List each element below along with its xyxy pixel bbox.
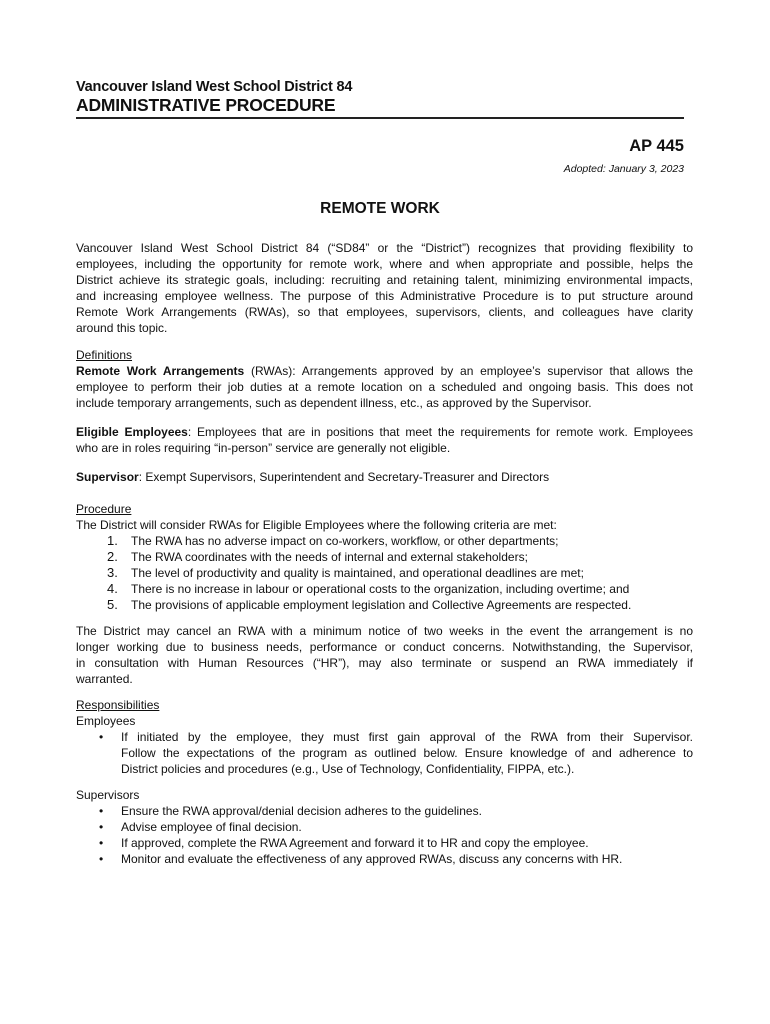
bullet-icon: • [99, 730, 104, 744]
employees-bullet-line: District policies and procedures (e.g., Use of Technology, Confidentiality, FIPPA, etc.). [121, 762, 575, 776]
criteria-item [76, 581, 693, 597]
header-divider [76, 117, 684, 119]
criteria-number: 1. [107, 533, 118, 548]
criteria-text: The RWA coordinates with the needs of internal and external stakeholders; [131, 550, 528, 564]
responsibilities-heading: Responsibilities [76, 698, 160, 712]
supervisors-bullet-item [76, 819, 693, 835]
eligible-definition-line: who are in roles requiring “in-person” service are generally not eligible. [76, 441, 451, 455]
criteria-item [76, 597, 693, 613]
employees-heading: Employees [76, 714, 136, 728]
criteria-text: The provisions of applicable employment legislation and Collective Agreements are respected. [131, 598, 632, 612]
eligible-definition [76, 424, 693, 456]
intro-line: employees, including the opportunity for remote work, where and when appropriate and possible, helps the [76, 257, 693, 271]
adopted-date: Adopted: January 3, 2023 [563, 163, 684, 175]
bullet-icon: • [99, 836, 104, 850]
procedure-section [76, 501, 693, 613]
definitions-section [76, 347, 693, 411]
employees-bullet-item [76, 729, 693, 777]
cancel-line: in consultation with Human Resources (“HR”), may also terminate or suspend an RWA immediately if [76, 656, 693, 670]
supervisors-bullet-text: Ensure the RWA approval/denial decision adheres to the guidelines. [121, 804, 482, 818]
bullet-icon: • [99, 852, 104, 866]
intro-line: Vancouver Island West School District 84 (“SD84” or the “District”) recognizes that providing flexibility to [76, 241, 693, 255]
criteria-number: 5. [107, 597, 118, 612]
criteria-item [76, 565, 693, 581]
employees-bullet-line: If initiated by the employee, they must first gain approval of the RWA from their Supervisor. [121, 730, 693, 744]
employees-list [76, 729, 693, 777]
criteria-item [76, 533, 693, 549]
criteria-text: The level of productivity and quality is maintained, and operational deadlines are met; [131, 566, 584, 580]
district-name: Vancouver Island West School District 84 [76, 79, 353, 95]
intro-paragraph [76, 240, 693, 336]
rwa-definition-text: (RWAs): Arrangements approved by an employee’s supervisor that allows the [244, 364, 693, 378]
bullet-icon: • [99, 804, 104, 818]
intro-line: Remote Work Arrangements (RWAs), so that employees, supervisors, clients, and colleagues have clarity [76, 305, 693, 319]
procedure-type-title: ADMINISTRATIVE PROCEDURE [76, 95, 336, 115]
employees-bullet-line: Follow the expectations of the program as outlined below. Ensure knowledge of and adherence to [121, 746, 693, 760]
supervisors-bullet-item [76, 835, 693, 851]
rwa-definition-line [76, 363, 693, 379]
supervisors-bullet-text: Advise employee of final decision. [121, 820, 302, 834]
supervisors-bullet-item [76, 803, 693, 819]
supervisors-bullet-text: If approved, complete the RWA Agreement and forward it to HR and copy the employee. [121, 836, 589, 850]
cancel-line: warranted. [76, 672, 133, 686]
intro-line: District achieve its strategic goals, including: recruiting and retaining talent, minimizing environmental impacts, [76, 273, 693, 287]
rwa-definition-line: employee to perform their job duties at a remote location on a scheduled and ongoing basis. This does not [76, 380, 693, 394]
rwa-term: Remote Work Arrangements [76, 364, 245, 378]
eligible-term: Eligible Employees [76, 425, 188, 439]
criteria-text: The RWA has no adverse impact on co-workers, workflow, or other departments; [131, 534, 559, 548]
criteria-number: 2. [107, 549, 118, 564]
intro-line: around this topic. [76, 321, 168, 335]
supervisors-section [76, 787, 693, 867]
rwa-definition-line: include temporary arrangements, such as dependent illness, etc., as approved by the Supervisor. [76, 396, 592, 410]
criteria-text: There is no increase in labour or operational costs to the organization, including overtime; and [131, 582, 630, 596]
criteria-item [76, 549, 693, 565]
supervisors-bullet-item [76, 851, 693, 867]
cancel-line: longer working due to business needs, performance or conduct concerns. Notwithstanding, the Supervisor, [76, 640, 693, 654]
supervisors-list [76, 803, 693, 867]
procedure-heading: Procedure [76, 502, 132, 516]
supervisor-term: Supervisor [76, 470, 139, 484]
document-title: REMOTE WORK [320, 200, 440, 217]
responsibilities-section [76, 697, 693, 777]
criteria-number: 4. [107, 581, 118, 596]
intro-line: and increasing employee wellness. The purpose of this Administrative Procedure is to put structure around [76, 289, 693, 303]
eligible-definition-line [76, 424, 693, 440]
eligible-definition-text: : Employees that are in positions that meet the requirements for remote work. Employees [187, 425, 693, 439]
supervisors-bullet-text: Monitor and evaluate the effectiveness of any approved RWAs, discuss any concerns with HR. [121, 852, 623, 866]
criteria-number: 3. [107, 565, 118, 580]
definitions-heading: Definitions [76, 348, 133, 362]
supervisor-definition [76, 469, 693, 485]
cancel-line: The District may cancel an RWA with a minimum notice of two weeks in the event the arrangement is no [76, 624, 693, 638]
ap-number: AP 445 [629, 137, 684, 155]
supervisor-definition-line [76, 469, 693, 485]
procedure-intro: The District will consider RWAs for Eligible Employees where the following criteria are met: [76, 518, 557, 532]
criteria-list [76, 533, 693, 613]
cancellation-paragraph [76, 623, 693, 687]
bullet-icon: • [99, 820, 104, 834]
supervisors-heading: Supervisors [76, 788, 140, 802]
supervisor-definition-text: : Exempt Supervisors, Superintendent and Secretary-Treasurer and Directors [138, 470, 550, 484]
